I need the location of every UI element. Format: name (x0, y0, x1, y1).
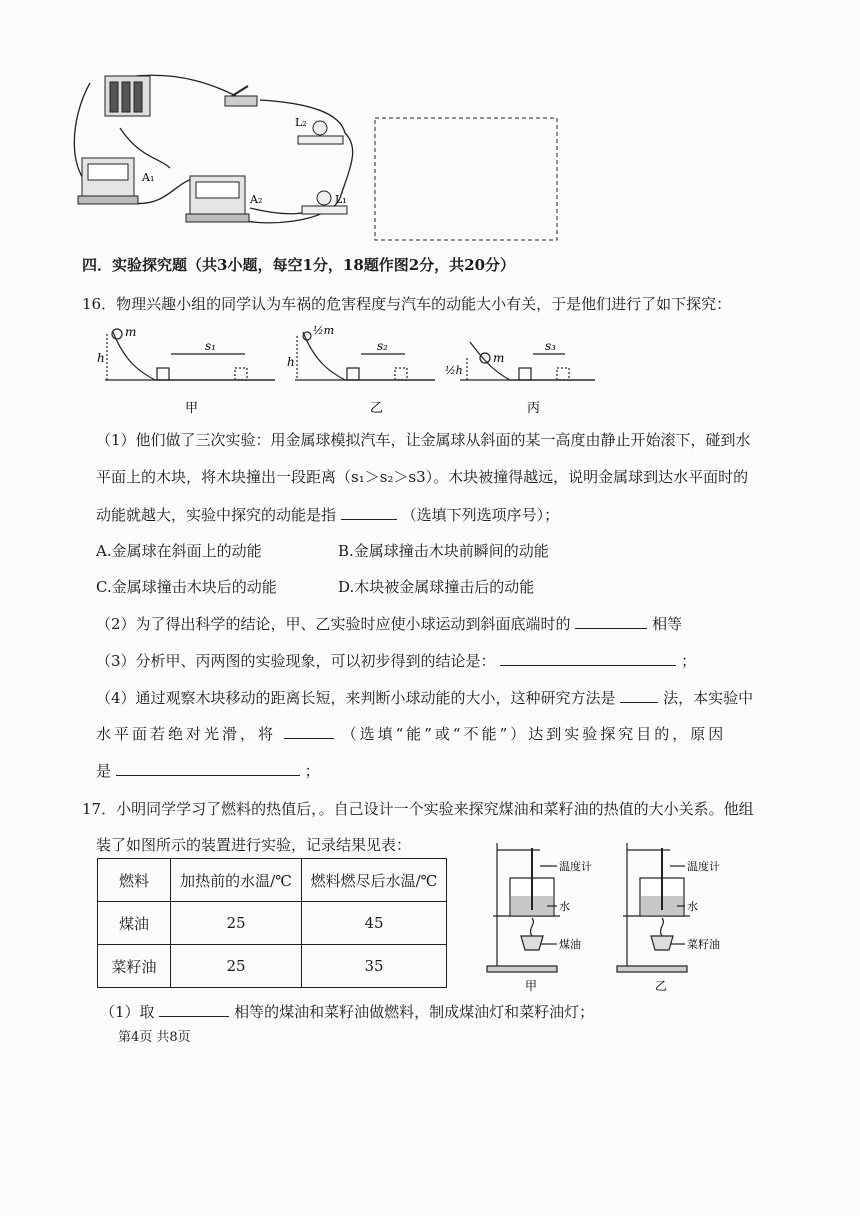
answer-blank-4[interactable] (620, 686, 658, 703)
option-d: D.木块被金属球撞击后的动能 (338, 578, 535, 596)
svg-text:菜籽油: 菜籽油 (687, 938, 720, 951)
apparatus-label-a: 甲 (525, 979, 538, 993)
q16-figures (95, 322, 625, 417)
svg-text:½h: ½h (445, 364, 463, 377)
svg-text:温度计: 温度计 (559, 860, 592, 873)
svg-text:h: h (287, 355, 295, 369)
svg-text:s₃: s₃ (545, 339, 556, 353)
apparatus-label-b: 乙 (655, 979, 668, 993)
answer-blank-7[interactable] (159, 1000, 229, 1017)
ammeter-a1-icon (78, 158, 138, 204)
q16-p1-line1: （1）他们做了三次实验：用金属球模拟汽车，让金属球从斜面的某一高度由静止开始滚下，碰到水 (96, 431, 751, 449)
answer-blank-5[interactable] (284, 722, 334, 739)
table-row: 煤油 25 45 (98, 902, 447, 945)
q16-p1-line2: 平面上的木块，将木块撞出一段距离（s₁＞s₂＞s3）。木块被撞得越远，说明金属球到达水平面时的 (96, 468, 749, 486)
option-b: B.金属球撞击木块前瞬间的动能 (338, 542, 549, 560)
label-l2: L₂ (295, 116, 307, 129)
svg-text:m: m (125, 325, 137, 339)
svg-text:温度计: 温度计 (687, 860, 720, 873)
svg-text:水: 水 (687, 900, 698, 913)
answer-blank-2[interactable] (575, 612, 647, 629)
table-header-row: 燃料 加热前的水温/℃ 燃料燃尽后水温/℃ (98, 859, 447, 902)
table-row: 菜籽油 25 35 (98, 945, 447, 988)
q16-p4-line3: 是 ； (96, 759, 320, 782)
option-a: A.金属球在斜面上的动能 (96, 542, 262, 560)
fig-label-b: 乙 (370, 401, 384, 416)
svg-text:s₁: s₁ (205, 339, 216, 353)
battery-icon (105, 76, 150, 116)
q16-p3: （3）分析甲、丙两图的实验现象，可以初步得到的结论是： ； (96, 649, 696, 672)
page-footer: 第4页 共8页 (118, 1030, 191, 1045)
svg-text:水: 水 (559, 900, 570, 913)
q16-p2: （2）为了得出科学的结论，甲、乙实验时应使小球运动到斜面底端时的 相等 (96, 612, 682, 635)
svg-text:h: h (97, 351, 105, 365)
answer-blank-1[interactable] (341, 503, 397, 520)
q17-line1: 17．小明同学学习了燃料的热值后，。自己设计一个实验来探究煤油和菜籽油的热值的大小关系。他组 (82, 800, 754, 818)
q16-intro: 16．物理兴趣小组的同学认为车祸的危害程度与汽车的动能大小有关，于是他们进行了如下探究： (82, 295, 732, 313)
answer-box (375, 118, 557, 240)
svg-text:s₂: s₂ (377, 339, 388, 353)
label-a2: A₂ (250, 193, 263, 206)
label-l1: L₁ (335, 193, 347, 206)
fig-label-c: 丙 (527, 401, 541, 416)
fuel-table (97, 858, 447, 988)
q17-line2: 装了如图所示的装置进行实验，记录结果见表： (96, 836, 412, 854)
q16-p1-line3: 动能就越大，实验中探究的动能是指 （选填下列选项序号）； (96, 503, 559, 526)
section-title: 四．实验探究题（共3小题，每空1分，18题作图2分，共20分） (82, 256, 516, 274)
fig-label-a: 甲 (185, 401, 199, 416)
q16-p4-line2: 水平面若绝对光滑，将 （选填“能”或“不能”）达到实验探究目的，原因 (96, 722, 726, 745)
q17-p1: （1）取 相等的煤油和菜籽油做燃料，制成煤油灯和菜籽油灯； (100, 1000, 594, 1023)
switch-icon (225, 86, 257, 106)
q16-p4-line1: （4）通过观察木块移动的距离长短，来判断小球动能的大小，这种研究方法是 法，本实验中 (96, 686, 753, 709)
label-a1: A₁ (142, 171, 155, 184)
answer-blank-6[interactable] (116, 759, 300, 776)
option-c: C.金属球撞击木块后的动能 (96, 578, 277, 596)
heating-apparatus (485, 838, 755, 993)
answer-blank-3[interactable] (500, 649, 676, 666)
ammeter-a2-icon (186, 176, 249, 222)
svg-text:煤油: 煤油 (559, 938, 581, 951)
svg-text:m: m (493, 351, 505, 365)
svg-text:½m: ½m (313, 324, 335, 337)
circuit-diagram (60, 58, 580, 248)
